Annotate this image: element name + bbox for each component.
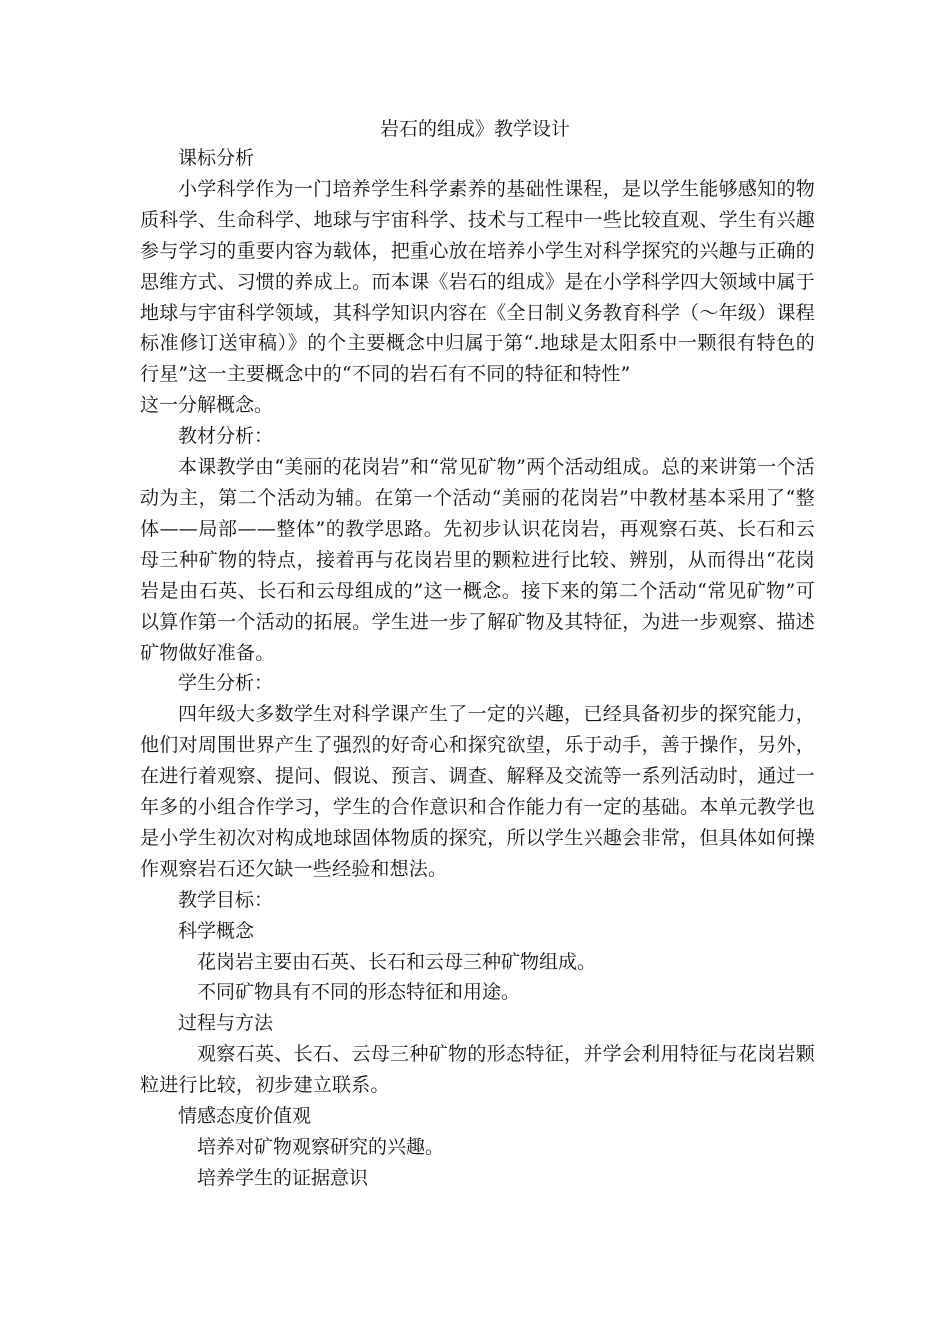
document-body (140, 143, 815, 1194)
textbook-heading: 教材分析： (178, 425, 274, 448)
concept-heading: 科学概念 (178, 919, 255, 942)
attitude-item: 培养对矿物观察研究的兴趣。 (197, 1136, 445, 1158)
students-paragraph: 四年级大多数学生对科学课产生了一定的兴趣，已经具备初步的探究能力，他们对周围世界产生了强烈的好奇心和探究欲望，乐于动手，善于操作，另外，在进行着观察、提问、假说、预言、调查、解释及交流等一系列活动时，通过一年多的小组合作学习，学生的合作意识和合作能力有一定的基础。本单元教学也是小学生初次对构成地球固体物质的探究，所以学生兴趣会非常，但具体如何操作观察岩石还欠缺一些经验和想法。 (140, 703, 815, 880)
students-heading: 学生分析： (178, 672, 274, 695)
concept-item: 花岗岩主要由石英、长石和云母三种矿物组成。 (197, 950, 597, 973)
document-title: 岩石的组成》教学设计 (379, 118, 570, 140)
attitude-heading: 情感态度价值观 (178, 1105, 312, 1128)
curriculum-heading: 课标分析 (178, 147, 255, 169)
concept-item: 不同矿物具有不同的形态特征和用途。 (197, 981, 521, 1004)
process-paragraph: 观察石英、长石、云母三种矿物的形态特征，并学会利用特征与花岗岩颗粒进行比较，初步建立联系。 (140, 1043, 815, 1097)
objectives-heading: 教学目标： (178, 888, 274, 911)
curriculum-paragraph-tail: 这一分解概念。 (140, 394, 274, 417)
process-heading: 过程与方法 (178, 1012, 274, 1035)
curriculum-paragraph: 小学科学作为一门培养学生科学素养的基础性课程，是以学生能够感知的物质科学、生命科学、地球与宇宙科学、技术与工程中一些比较直观、学生有兴趣参与学习的重要内容为载体，把重心放在培养小学生对科学探究的兴趣与正确的思维方式、习惯的养成上。而本课《岩石的组成》是在小学科学四大领域中属于地球与宇宙科学领域，其科学知识内容在《全日制义务教育科学（〜年级）课程标准修订送审稿）》的个主要概念中归属于第“.地球是太阳系中一颗很有特色的行星”这一主要概念中的“不同的岩石有不同的特征和特性” (140, 177, 815, 386)
textbook-paragraph: 本课教学由“美丽的花岗岩”和“常见矿物”两个活动组成。总的来讲第一个活动为主，第二个活动为辅。在第一个活动“美丽的花岗岩”中教材基本采用了“整体——局部——整体”的教学思路。先初步认识花岗岩，再观察石英、长石和云母三种矿物的特点，接着再与花岗岩里的颗粒进行比较、辨别，从而得出“花岗岩是由石英、长石和云母组成的”这一概念。接下来的第二个活动“常见矿物”可以算作第一个活动的拓展。学生进一步了解矿物及其特征，为进一步观察、描述矿物做好准备。 (140, 456, 815, 664)
attitude-item: 培养学生的证据意识 (197, 1166, 369, 1189)
